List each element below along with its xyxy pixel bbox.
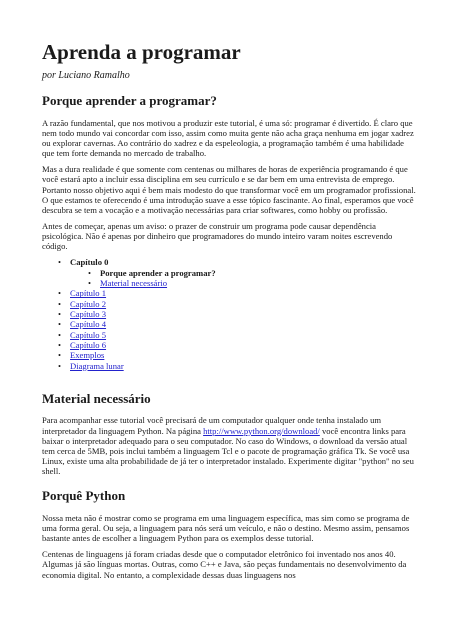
- paragraph: Antes de começar, apenas um aviso: o prazer de construir um programa pode causar dependência psicológica. Não é apenas por dinheiro que programadores do mundo inteiro varam noites escrevendo código.: [42, 221, 393, 252]
- section-heading-why: Porque aprender a programar?: [42, 93, 217, 109]
- toc-item: [58, 288, 417, 298]
- paragraph: Mas a dura realidade é que somente com centenas ou milhares de horas de experiência programando é que você estará apto a incluir essa disciplina em seu currículo e se dar bem em uma entrevista de emprego. Portanto nosso objetivo aqui é bem mais modesto do que transformar você em um programador profissional. O que estamos te oferecendo é uma introdução suave a esse tópico fascinante. Ao final, esperamos que você descubra se tem a vocação e a motivação necessárias para criar softwares, como hobby ou profissão.: [42, 164, 416, 215]
- toc-subitem-current: [88, 268, 417, 278]
- paragraph-material: [42, 415, 417, 476]
- toc-item: [58, 340, 417, 350]
- page-title: Aprenda a programar: [42, 40, 241, 64]
- toc-link-exemplos[interactable]: Exemplos: [70, 350, 105, 361]
- table-of-contents: [58, 257, 417, 370]
- toc-current-label: Porque aprender a programar?: [100, 267, 216, 278]
- toc-item: [58, 350, 417, 360]
- document-page: [42, 40, 417, 586]
- toc-sublist: [88, 268, 417, 289]
- toc-item: [58, 309, 417, 319]
- section-heading-python: Porquê Python: [42, 488, 126, 504]
- toc-item: [58, 299, 417, 309]
- material-text-before: Para acompanhar esse tutorial você precisará de um computador qualquer onde tenha instalado um interpretador da linguagem Python. Na página: [42, 415, 382, 436]
- toc-link-chapter-1[interactable]: Capítulo 1: [70, 288, 107, 299]
- toc-item-chapter-0: [58, 257, 417, 288]
- toc-link-chapter-2[interactable]: Capítulo 2: [70, 298, 107, 309]
- python-download-link[interactable]: http://www.python.org/download/: [203, 425, 320, 436]
- toc-link-diagrama-lunar[interactable]: Diagrama lunar: [70, 360, 124, 371]
- toc-item: [58, 361, 417, 371]
- paragraph: A razão fundamental, que nos motivou a produzir este tutorial, é uma só: programar é divertido. É claro que nem todo mundo vai concordar com isso, assim como muita gente não acha graça nenhuma em jogar xadrez ou explorar cavernas. Ao contrário do xadrez e da espeleologia, a programação também é uma habilidade que tem forte demanda no mercado de trabalho.: [42, 117, 414, 159]
- toc-subitem-material: [88, 278, 417, 288]
- toc-link-chapter-4[interactable]: Capítulo 4: [70, 319, 107, 330]
- author-byline: por Luciano Ramalho: [42, 70, 130, 82]
- section-heading-material: Material necessário: [42, 390, 151, 406]
- toc-link-material[interactable]: Material necessário: [100, 278, 168, 289]
- toc-chapter-0-label: Capítulo 0: [70, 257, 109, 268]
- toc-link-chapter-3[interactable]: Capítulo 3: [70, 308, 107, 319]
- material-text-after: você encontra links para baixar o interpretador adequado para o seu computador. No caso do Windows, o download da versão atual tem cerca de 5MB, pois inclui também a linguagem Tcl e o pacote de programação gráfica Tk. Se você usa Linux, existe uma alta probabilidade de já ter o interpretador instalado. Experimente digitar "python" no seu shell.: [42, 425, 414, 477]
- paragraph: Centenas de linguagens já foram criadas desde que o computador eletrônico foi inventado nos anos 40. Algumas já são línguas mortas. Outras, como C++ e Java, são peças fundamentais no desenvolvimento da economia digital. No entanto, a complexidade dessas duas linguagens nos: [42, 549, 407, 580]
- toc-item: [58, 330, 417, 340]
- toc-link-chapter-6[interactable]: Capítulo 6: [70, 339, 107, 350]
- paragraph: Nossa meta não é mostrar como se programa em uma linguagem específica, mas sim como se programa de uma forma geral. Ou seja, a linguagem para nós será um veículo, e não o destino. Mesmo assim, pensamos bastante antes de escolher a linguagem Python para os exemplos desse tutorial.: [42, 512, 410, 544]
- toc-link-chapter-5[interactable]: Capítulo 5: [70, 329, 107, 340]
- toc-item: [58, 319, 417, 329]
